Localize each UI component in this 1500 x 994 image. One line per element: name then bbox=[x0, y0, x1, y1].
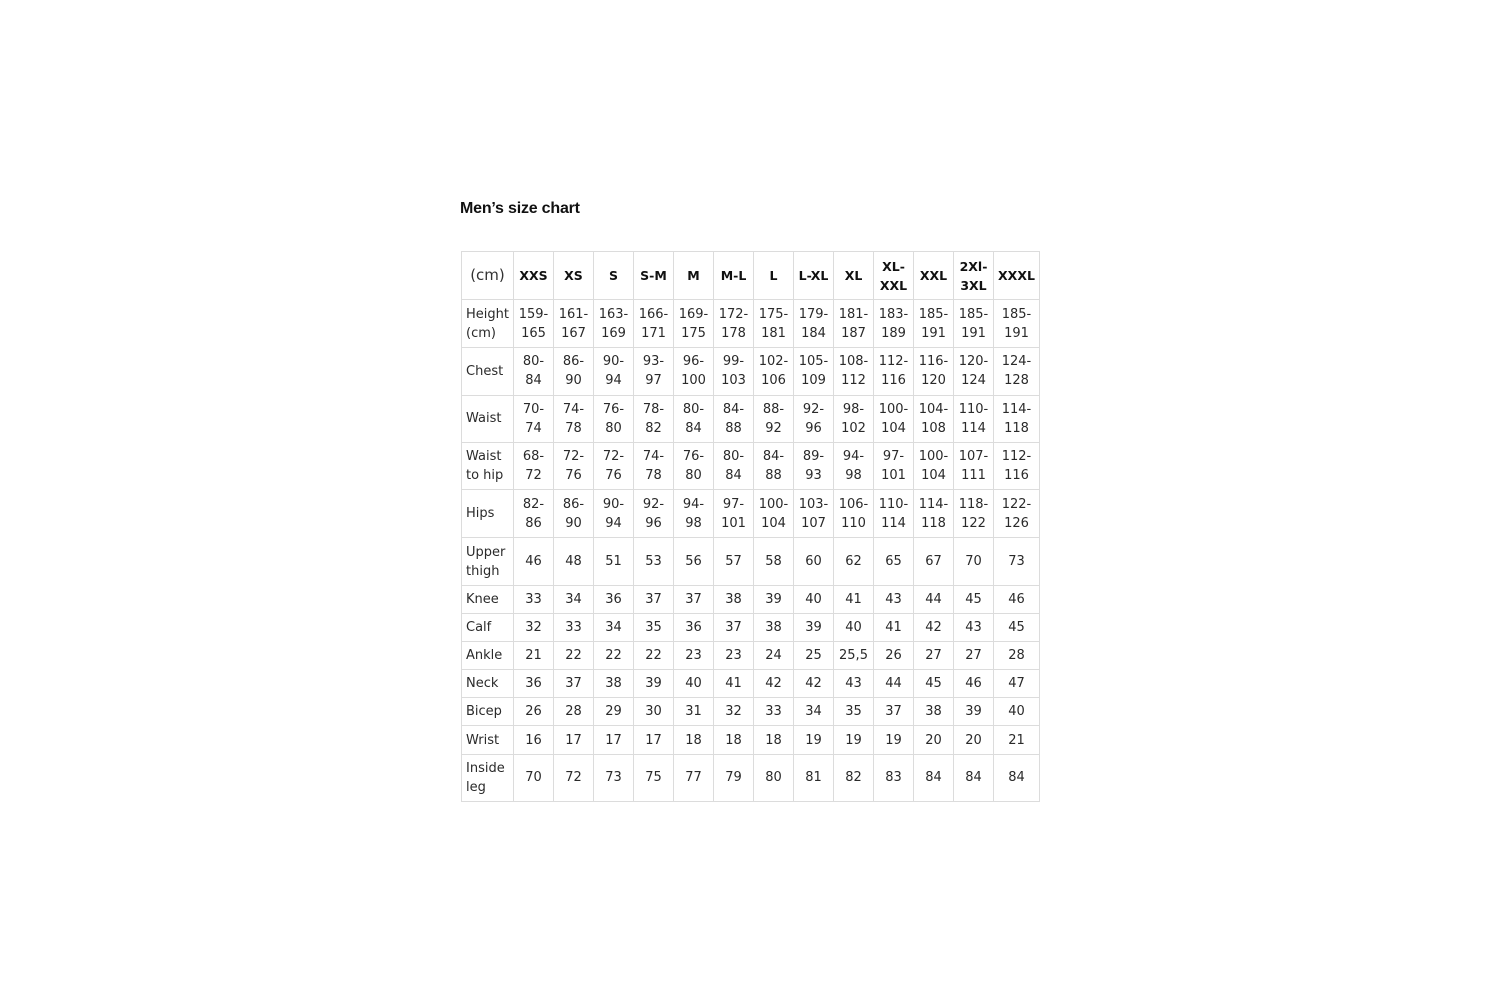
table-cell: 110-114 bbox=[874, 490, 914, 538]
table-cell: 120-124 bbox=[954, 348, 994, 395]
table-cell: 112-116 bbox=[994, 442, 1040, 489]
table-row bbox=[462, 395, 1040, 442]
table-cell: 38 bbox=[754, 613, 794, 641]
table-cell: 94-98 bbox=[674, 490, 714, 538]
size-header: XXL bbox=[914, 252, 954, 300]
table-cell: 23 bbox=[674, 642, 714, 670]
size-chart-table bbox=[461, 251, 1040, 802]
table-cell: 80 bbox=[754, 754, 794, 801]
table-cell: 102-106 bbox=[754, 348, 794, 395]
table-cell: 175-181 bbox=[754, 300, 794, 348]
table-cell: 86-90 bbox=[554, 490, 594, 538]
row-label: Hips bbox=[462, 490, 514, 538]
table-cell: 122-126 bbox=[994, 490, 1040, 538]
table-cell: 90-94 bbox=[594, 490, 634, 538]
table-cell: 79 bbox=[714, 754, 754, 801]
table-cell: 26 bbox=[514, 698, 554, 726]
table-cell: 32 bbox=[514, 613, 554, 641]
table-cell: 53 bbox=[634, 538, 674, 585]
size-header: XL-XXL bbox=[874, 252, 914, 300]
table-cell: 172-178 bbox=[714, 300, 754, 348]
table-cell: 26 bbox=[874, 642, 914, 670]
size-header: L bbox=[754, 252, 794, 300]
table-cell: 169-175 bbox=[674, 300, 714, 348]
table-cell: 179-184 bbox=[794, 300, 834, 348]
table-cell: 37 bbox=[554, 670, 594, 698]
table-cell: 37 bbox=[714, 613, 754, 641]
table-cell: 40 bbox=[794, 585, 834, 613]
table-cell: 185-191 bbox=[994, 300, 1040, 348]
table-cell: 92-96 bbox=[634, 490, 674, 538]
table-cell: 82 bbox=[834, 754, 874, 801]
table-cell: 67 bbox=[914, 538, 954, 585]
row-label: Waist to hip bbox=[462, 442, 514, 489]
table-cell: 81 bbox=[794, 754, 834, 801]
table-cell: 185-191 bbox=[914, 300, 954, 348]
table-cell: 73 bbox=[594, 754, 634, 801]
table-cell: 41 bbox=[874, 613, 914, 641]
table-cell: 37 bbox=[634, 585, 674, 613]
table-cell: 94-98 bbox=[834, 442, 874, 489]
table-cell: 75 bbox=[634, 754, 674, 801]
table-cell: 166-171 bbox=[634, 300, 674, 348]
table-cell: 18 bbox=[674, 726, 714, 754]
table-cell: 92-96 bbox=[794, 395, 834, 442]
table-cell: 108-112 bbox=[834, 348, 874, 395]
row-label: Upper thigh bbox=[462, 538, 514, 585]
table-cell: 27 bbox=[914, 642, 954, 670]
table-cell: 65 bbox=[874, 538, 914, 585]
table-cell: 46 bbox=[994, 585, 1040, 613]
table-cell: 74-78 bbox=[634, 442, 674, 489]
table-cell: 33 bbox=[514, 585, 554, 613]
table-cell: 183-189 bbox=[874, 300, 914, 348]
table-cell: 36 bbox=[514, 670, 554, 698]
table-cell: 89-93 bbox=[794, 442, 834, 489]
table-cell: 33 bbox=[554, 613, 594, 641]
table-cell: 48 bbox=[554, 538, 594, 585]
table-cell: 97-101 bbox=[874, 442, 914, 489]
table-cell: 51 bbox=[594, 538, 634, 585]
table-cell: 17 bbox=[634, 726, 674, 754]
row-label: Inside leg bbox=[462, 754, 514, 801]
table-cell: 47 bbox=[994, 670, 1040, 698]
table-cell: 103-107 bbox=[794, 490, 834, 538]
table-cell: 72-76 bbox=[594, 442, 634, 489]
table-cell: 161-167 bbox=[554, 300, 594, 348]
table-row bbox=[462, 538, 1040, 585]
table-cell: 21 bbox=[994, 726, 1040, 754]
table-row bbox=[462, 754, 1040, 801]
table-row bbox=[462, 726, 1040, 754]
table-cell: 17 bbox=[554, 726, 594, 754]
table-cell: 39 bbox=[634, 670, 674, 698]
table-cell: 29 bbox=[594, 698, 634, 726]
table-cell: 100-104 bbox=[754, 490, 794, 538]
table-cell: 107-111 bbox=[954, 442, 994, 489]
table-cell: 104-108 bbox=[914, 395, 954, 442]
table-cell: 21 bbox=[514, 642, 554, 670]
table-cell: 28 bbox=[994, 642, 1040, 670]
table-cell: 88-92 bbox=[754, 395, 794, 442]
table-cell: 116-120 bbox=[914, 348, 954, 395]
table-cell: 100-104 bbox=[914, 442, 954, 489]
table-cell: 28 bbox=[554, 698, 594, 726]
table-cell: 74-78 bbox=[554, 395, 594, 442]
table-row bbox=[462, 348, 1040, 395]
table-cell: 36 bbox=[674, 613, 714, 641]
table-cell: 34 bbox=[594, 613, 634, 641]
row-label: Bicep bbox=[462, 698, 514, 726]
table-cell: 35 bbox=[834, 698, 874, 726]
table-cell: 76-80 bbox=[594, 395, 634, 442]
table-cell: 86-90 bbox=[554, 348, 594, 395]
table-cell: 31 bbox=[674, 698, 714, 726]
row-label: Height (cm) bbox=[462, 300, 514, 348]
table-cell: 19 bbox=[794, 726, 834, 754]
table-cell: 42 bbox=[914, 613, 954, 641]
table-cell: 33 bbox=[754, 698, 794, 726]
table-row bbox=[462, 698, 1040, 726]
size-header: XL bbox=[834, 252, 874, 300]
table-cell: 159-165 bbox=[514, 300, 554, 348]
table-cell: 37 bbox=[874, 698, 914, 726]
size-header: S-M bbox=[634, 252, 674, 300]
table-cell: 181-187 bbox=[834, 300, 874, 348]
table-row bbox=[462, 613, 1040, 641]
unit-header: (cm) bbox=[462, 252, 514, 300]
table-cell: 62 bbox=[834, 538, 874, 585]
table-cell: 99-103 bbox=[714, 348, 754, 395]
table-cell: 17 bbox=[594, 726, 634, 754]
size-header: M-L bbox=[714, 252, 754, 300]
size-header: M bbox=[674, 252, 714, 300]
table-cell: 84 bbox=[954, 754, 994, 801]
table-cell: 43 bbox=[954, 613, 994, 641]
table-cell: 77 bbox=[674, 754, 714, 801]
table-cell: 46 bbox=[954, 670, 994, 698]
table-cell: 90-94 bbox=[594, 348, 634, 395]
table-cell: 84-88 bbox=[714, 395, 754, 442]
size-header: XS bbox=[554, 252, 594, 300]
size-header: XXS bbox=[514, 252, 554, 300]
table-cell: 45 bbox=[994, 613, 1040, 641]
table-cell: 84 bbox=[994, 754, 1040, 801]
table-cell: 98-102 bbox=[834, 395, 874, 442]
table-cell: 35 bbox=[634, 613, 674, 641]
size-header: 2Xl-3XL bbox=[954, 252, 994, 300]
table-cell: 185-191 bbox=[954, 300, 994, 348]
table-cell: 36 bbox=[594, 585, 634, 613]
table-cell: 40 bbox=[674, 670, 714, 698]
table-cell: 30 bbox=[634, 698, 674, 726]
table-cell: 38 bbox=[594, 670, 634, 698]
row-label: Calf bbox=[462, 613, 514, 641]
table-cell: 118-122 bbox=[954, 490, 994, 538]
table-cell: 57 bbox=[714, 538, 754, 585]
table-row bbox=[462, 585, 1040, 613]
table-cell: 32 bbox=[714, 698, 754, 726]
table-cell: 27 bbox=[954, 642, 994, 670]
table-header-row bbox=[462, 252, 1040, 300]
table-cell: 80-84 bbox=[514, 348, 554, 395]
table-cell: 82-86 bbox=[514, 490, 554, 538]
table-cell: 42 bbox=[754, 670, 794, 698]
size-header: S bbox=[594, 252, 634, 300]
table-cell: 114-118 bbox=[994, 395, 1040, 442]
table-cell: 44 bbox=[874, 670, 914, 698]
size-header: XXXL bbox=[994, 252, 1040, 300]
table-cell: 70 bbox=[514, 754, 554, 801]
row-label: Ankle bbox=[462, 642, 514, 670]
table-cell: 93-97 bbox=[634, 348, 674, 395]
table-row bbox=[462, 442, 1040, 489]
table-cell: 163-169 bbox=[594, 300, 634, 348]
table-cell: 40 bbox=[994, 698, 1040, 726]
table-cell: 45 bbox=[914, 670, 954, 698]
table-cell: 44 bbox=[914, 585, 954, 613]
table-cell: 70-74 bbox=[514, 395, 554, 442]
table-cell: 68-72 bbox=[514, 442, 554, 489]
table-cell: 20 bbox=[914, 726, 954, 754]
table-cell: 24 bbox=[754, 642, 794, 670]
table-cell: 60 bbox=[794, 538, 834, 585]
table-cell: 70 bbox=[954, 538, 994, 585]
table-cell: 105-109 bbox=[794, 348, 834, 395]
row-label: Chest bbox=[462, 348, 514, 395]
table-cell: 40 bbox=[834, 613, 874, 641]
table-cell: 56 bbox=[674, 538, 714, 585]
table-cell: 37 bbox=[674, 585, 714, 613]
table-cell: 46 bbox=[514, 538, 554, 585]
table-cell: 72 bbox=[554, 754, 594, 801]
table-cell: 114-118 bbox=[914, 490, 954, 538]
table-cell: 41 bbox=[834, 585, 874, 613]
table-cell: 22 bbox=[634, 642, 674, 670]
table-cell: 124-128 bbox=[994, 348, 1040, 395]
table-cell: 43 bbox=[874, 585, 914, 613]
table-cell: 23 bbox=[714, 642, 754, 670]
table-cell: 19 bbox=[874, 726, 914, 754]
table-cell: 18 bbox=[714, 726, 754, 754]
row-label: Wrist bbox=[462, 726, 514, 754]
table-row bbox=[462, 490, 1040, 538]
row-label: Knee bbox=[462, 585, 514, 613]
table-cell: 84 bbox=[914, 754, 954, 801]
table-cell: 39 bbox=[954, 698, 994, 726]
table-cell: 45 bbox=[954, 585, 994, 613]
table-cell: 39 bbox=[754, 585, 794, 613]
table-cell: 112-116 bbox=[874, 348, 914, 395]
table-cell: 42 bbox=[794, 670, 834, 698]
table-cell: 18 bbox=[754, 726, 794, 754]
row-label: Waist bbox=[462, 395, 514, 442]
table-row bbox=[462, 300, 1040, 348]
table-cell: 58 bbox=[754, 538, 794, 585]
table-cell: 83 bbox=[874, 754, 914, 801]
table-cell: 22 bbox=[594, 642, 634, 670]
table-cell: 106-110 bbox=[834, 490, 874, 538]
table-cell: 22 bbox=[554, 642, 594, 670]
table-cell: 110-114 bbox=[954, 395, 994, 442]
table-cell: 80-84 bbox=[714, 442, 754, 489]
table-cell: 72-76 bbox=[554, 442, 594, 489]
table-cell: 25 bbox=[794, 642, 834, 670]
table-cell: 84-88 bbox=[754, 442, 794, 489]
table-cell: 100-104 bbox=[874, 395, 914, 442]
table-cell: 20 bbox=[954, 726, 994, 754]
page-title: Men’s size chart bbox=[460, 200, 580, 217]
table-row bbox=[462, 670, 1040, 698]
table-cell: 41 bbox=[714, 670, 754, 698]
table-cell: 34 bbox=[554, 585, 594, 613]
table-cell: 76-80 bbox=[674, 442, 714, 489]
row-label: Neck bbox=[462, 670, 514, 698]
table-cell: 73 bbox=[994, 538, 1040, 585]
table-row bbox=[462, 642, 1040, 670]
table-cell: 34 bbox=[794, 698, 834, 726]
table-cell: 39 bbox=[794, 613, 834, 641]
table-cell: 97-101 bbox=[714, 490, 754, 538]
table-cell: 16 bbox=[514, 726, 554, 754]
size-header: L-XL bbox=[794, 252, 834, 300]
table-cell: 80-84 bbox=[674, 395, 714, 442]
table-cell: 78-82 bbox=[634, 395, 674, 442]
table-cell: 19 bbox=[834, 726, 874, 754]
table-cell: 43 bbox=[834, 670, 874, 698]
table-cell: 38 bbox=[714, 585, 754, 613]
table-cell: 38 bbox=[914, 698, 954, 726]
table-cell: 96-100 bbox=[674, 348, 714, 395]
table-cell: 25,5 bbox=[834, 642, 874, 670]
